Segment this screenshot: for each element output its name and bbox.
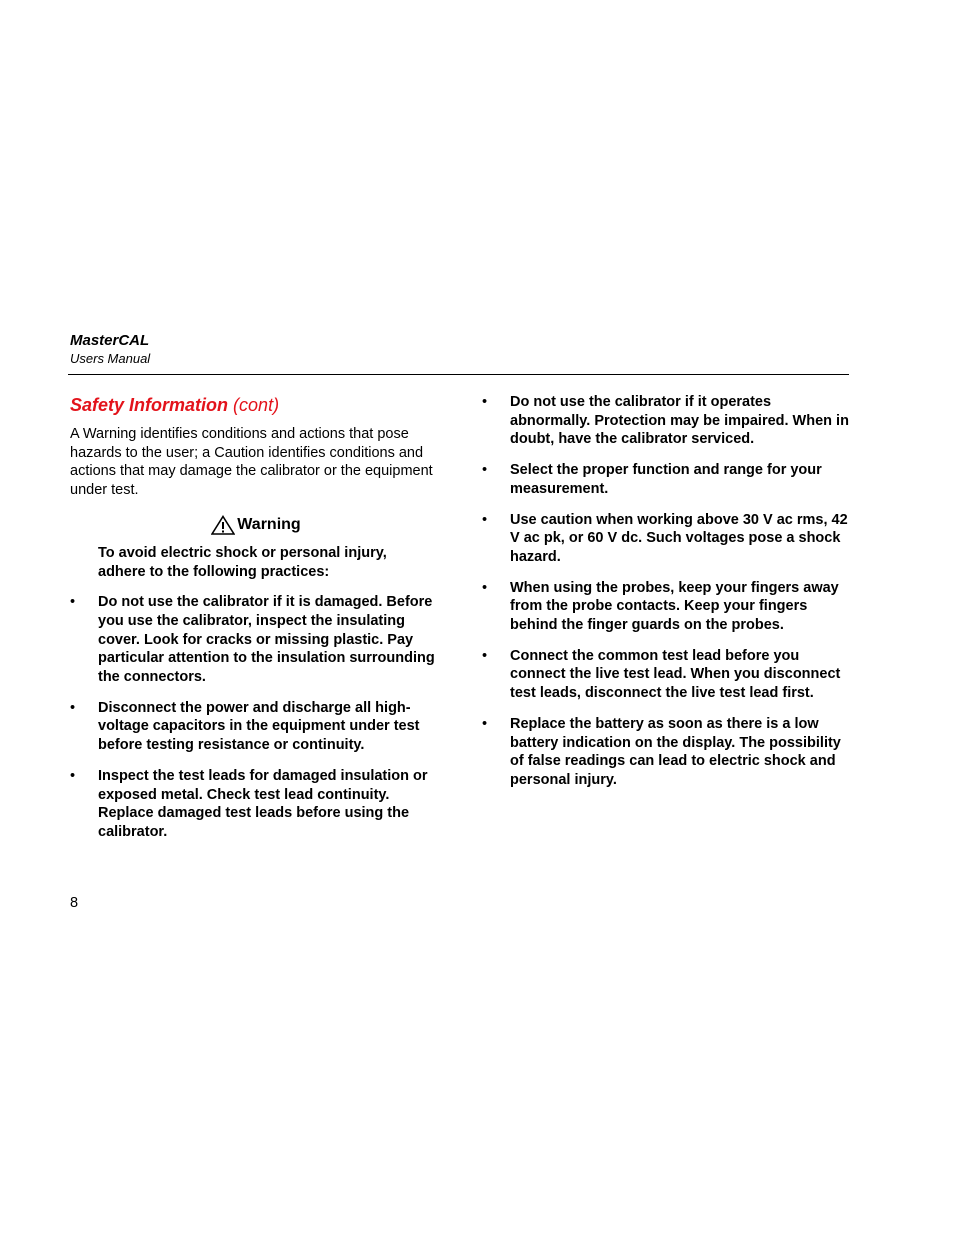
list-item-text: Do not use the calibrator if it operates abnormally. Protection may be impaired. When in doubt, have the calibrator serviced.	[510, 394, 849, 448]
list-item	[482, 511, 852, 567]
list-item	[482, 715, 852, 790]
list-item	[482, 461, 852, 498]
section-title-main: Safety Information	[70, 395, 229, 415]
list-item-text: Use caution when working above 30 V ac rms, 42 V ac pk, or 60 V dc. Such voltages pose a shock hazard.	[510, 511, 848, 565]
list-item-text: Select the proper function and range for your measurement.	[510, 462, 822, 497]
header-rule	[68, 374, 849, 375]
bullet-marker: •	[482, 394, 488, 410]
bullet-marker: •	[70, 699, 76, 716]
bullet-marker: •	[482, 579, 488, 596]
warning-triangle-icon	[211, 515, 235, 535]
list-item	[70, 699, 442, 755]
bullet-marker: •	[482, 462, 488, 479]
right-column	[482, 393, 852, 802]
list-item	[70, 767, 442, 842]
bullet-marker: •	[482, 511, 488, 528]
list-item	[482, 393, 852, 449]
bullet-marker: •	[70, 594, 76, 611]
intro-paragraph: A Warning identifies conditions and actions that pose hazards to the user; a Caution identifies conditions and actions that may damage the calibrator or the equipment under test.	[70, 426, 433, 499]
section-title-suffix: (cont)	[233, 395, 280, 415]
list-item-text: Inspect the test leads for damaged insulation or exposed metal. Check test lead continuity. Replace damaged test leads before using the calibrator.	[98, 767, 428, 840]
warning-intro: To avoid electric shock or personal injury, adhere to the following practices:	[98, 544, 387, 580]
list-item	[70, 593, 442, 687]
warning-label: Warning	[237, 515, 301, 533]
left-bullet-list	[70, 593, 442, 841]
page-number: 8	[70, 895, 79, 911]
bullet-marker: •	[482, 715, 488, 732]
bullet-marker: •	[70, 767, 76, 784]
product-name: MasterCAL	[70, 332, 150, 349]
list-item-text: When using the probes, keep your fingers away from the probe contacts. Keep your fingers behind the finger guards on the probes.	[510, 579, 839, 634]
left-column	[70, 393, 442, 854]
list-item-text: Replace the battery as soon as there is a low battery indication on the display. The possibility of false readings can lead to electric shock and personal injury.	[510, 715, 841, 788]
list-item-text: Do not use the calibrator if it is damaged. Before you use the calibrator, inspect the insulating cover. Look for cracks or missing plastic. Pay particular attention to the insulation surrounding the connectors.	[98, 594, 435, 686]
manual-name: Users Manual	[70, 351, 151, 366]
right-bullet-list	[482, 393, 852, 790]
list-item	[482, 647, 852, 703]
list-item-text: Connect the common test lead before you connect the live test lead. When you disconnect test leads, disconnect the live test lead first.	[510, 647, 841, 702]
warning-heading	[70, 514, 442, 536]
list-item-text: Disconnect the power and discharge all high-voltage capacitors in the equipment under test before testing resistance or continuity.	[98, 699, 420, 754]
bullet-marker: •	[482, 647, 488, 664]
running-header	[70, 332, 150, 368]
section-title	[70, 393, 442, 417]
list-item	[482, 579, 852, 635]
